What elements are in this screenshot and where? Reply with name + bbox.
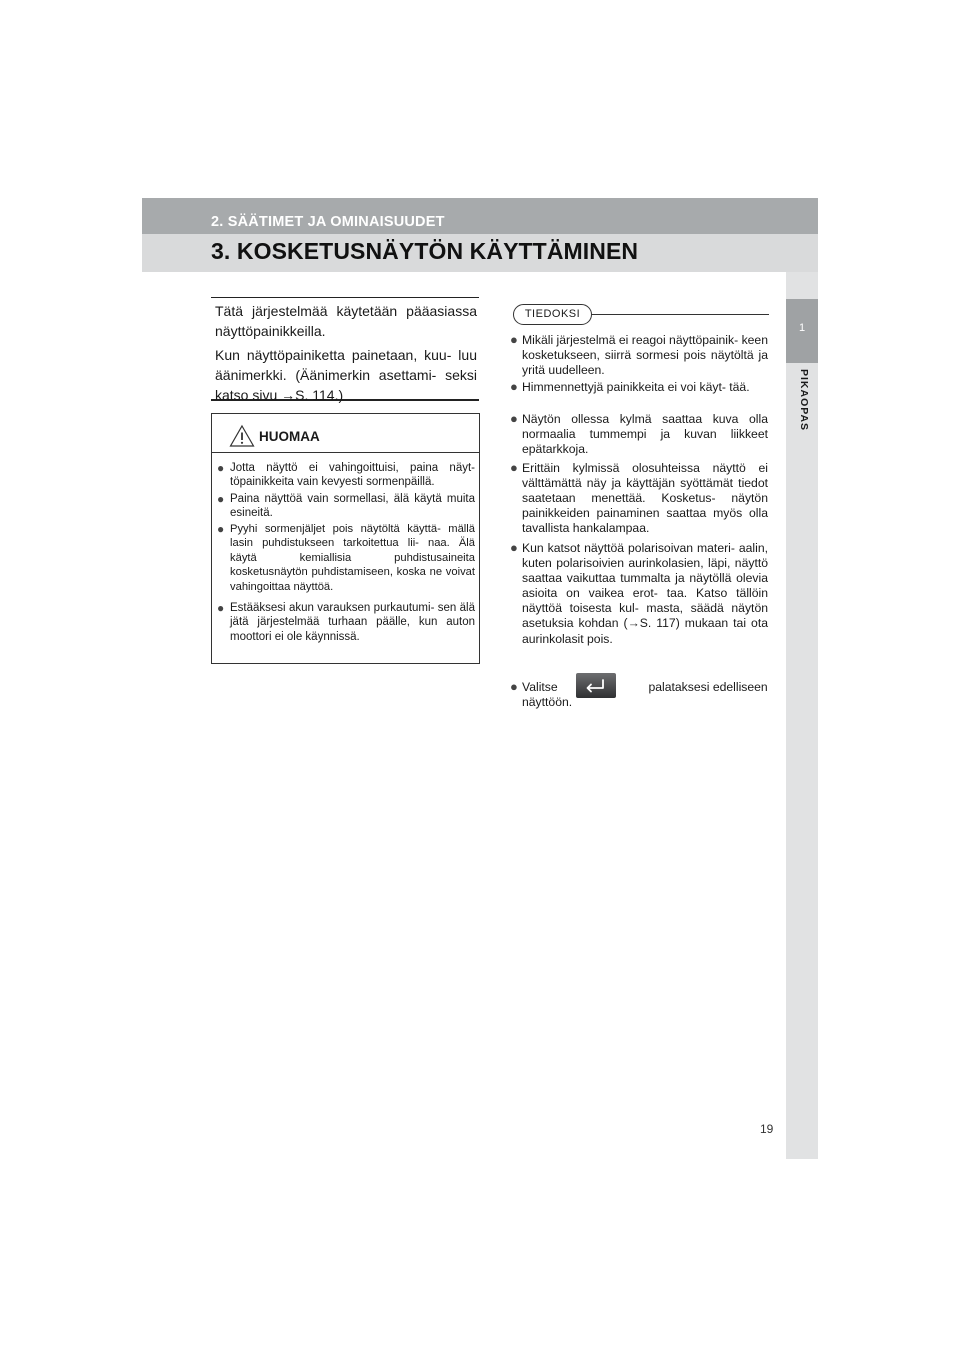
back-button[interactable] (576, 673, 616, 698)
warning-item: ● Paina näyttöä vain sormellasi, älä käytä muita esineitä. (217, 492, 475, 520)
intro-paragraph-1: Tätä järjestelmää käytetään pääasiassa näyttöpainikkeilla. (215, 303, 477, 339)
back-instruction-end: palataksesi edelliseen (648, 680, 768, 694)
warning-header (212, 421, 479, 451)
page-number: 19 (760, 1122, 774, 1136)
info-item: ● Himmennettyjä painikkeita ei voi käyt- tää. (510, 379, 750, 394)
info-item: ● Kun katsot näyttöä polarisoivan materi- aalin, kuten polarisoivien aurinkolasien, läpi, näyttö saattaa vaikuttaa tummalta ja näytöllä olevia asioita on vaikea erot- taa. Katso tällöin näyttöä toisesta kul- masta, säädä näytön asetuksia kohdan (→S. 117) mukaan tai ota aurinkolasit pois. (510, 540, 768, 646)
bullet-icon: ● (217, 492, 225, 506)
warning-item: ● Pyyhi sormenjäljet pois näytöltä käyttä- mällä lasin puhdistukseen tarkoitettua lii- naa. Älä käytä kemiallisia puhdistusaineita kosketusnäytön puhdistamiseen, koska ne voivat vahingoittaa näyttöä. (217, 522, 475, 593)
info-item: ● Mikäli järjestelmä ei reagoi näyttöpainik- keen kosketukseen, siirrä sormesi pois näytöltä ja yritä uudelleen. (510, 332, 768, 378)
intro-paragraph-2: Kun näyttöpainiketta painetaan, kuu- luu äänimerkki. (Äänimerkin asettami- seksi katso sivu →S. 114.) (215, 347, 477, 403)
warning-box (211, 413, 480, 664)
bullet-icon: ● (217, 522, 225, 536)
bullet-icon: ● (510, 540, 518, 555)
info-item: ● Erittäin kylmissä olosuhteissa näyttö ei välttämättä näy ja käyttäjän syöttämät tiedot saatetaan menettää. Kosketus- näytön painikkeiden painaminen saattaa myös olla tavallista hankalampaa. (510, 460, 768, 536)
chapter-label: PIKAOPAS (798, 369, 810, 432)
back-instruction-start: Valitse (522, 680, 558, 694)
chapter-number: 1 (798, 322, 806, 334)
bullet-icon: ● (510, 379, 518, 394)
warning-triangle-icon (229, 424, 255, 448)
bullet-icon: ● (510, 332, 518, 347)
warning-divider (212, 452, 479, 453)
info-rule (591, 313, 771, 317)
bullet-icon: ● (217, 601, 225, 615)
bullet-icon: ● (510, 411, 518, 426)
page-title: 3. KOSKETUSNÄYTÖN KÄYTTÄMINEN (211, 238, 639, 264)
bullet-icon: ● (510, 679, 518, 694)
section-label: 2. SÄÄTIMET JA OMINAISUUDET (211, 214, 445, 230)
bullet-icon: ● (217, 461, 225, 475)
bullet-icon: ● (510, 460, 518, 475)
warning-title: HUOMAA (259, 429, 320, 444)
back-instruction-line2: näyttöön. (522, 695, 573, 710)
intro-box (211, 297, 479, 401)
info-item-back (510, 680, 768, 710)
info-item: ● Näytön ollessa kylmä saattaa kuva olla normaalia tummempi ja kuvan liikkeet epätarkkoja. (510, 411, 768, 457)
back-arrow-icon (576, 673, 616, 698)
warning-item: ● Jotta näyttö ei vahingoittuisi, paina näyt- töpainikkeita vain kevyesti sormenpäillä. (217, 461, 475, 489)
warning-item: ● Estääksesi akun varauksen purkautumi- sen älä jätä järjestelmää turhaan päälle, kun auton moottori ei ole käynnissä. (217, 601, 475, 643)
info-label: TIEDOKSI (513, 304, 592, 325)
